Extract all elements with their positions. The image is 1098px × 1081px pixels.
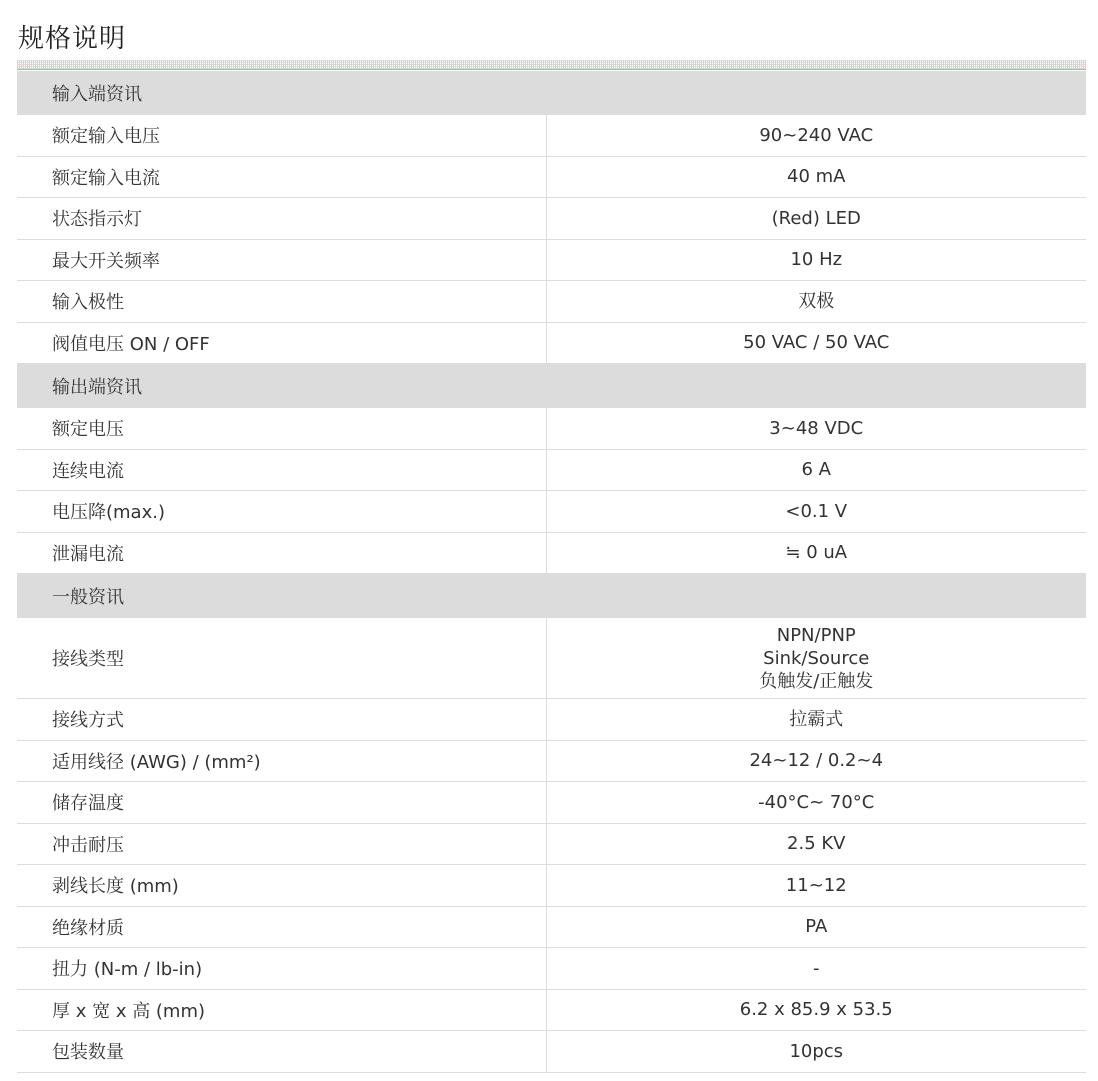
spec-label: 额定输入电压 (17, 115, 546, 156)
table-row (17, 281, 1086, 323)
spec-value (546, 782, 1086, 824)
spec-table-body (17, 71, 1086, 1072)
spec-value-line: 2.5 KV (787, 833, 846, 855)
spec-value (546, 322, 1086, 364)
spec-value-line: - (813, 957, 820, 979)
table-row (17, 156, 1086, 198)
table-row (17, 449, 1086, 491)
spec-label: 连续电流 (17, 449, 546, 491)
page-title: 规格说明 (18, 24, 127, 54)
spec-value (546, 865, 1086, 907)
table-row (17, 823, 1086, 865)
section-header-row (17, 574, 1086, 619)
spec-label: 接线方式 (17, 699, 546, 741)
table-row (17, 989, 1086, 1031)
spec-label: 额定电压 (17, 408, 546, 449)
spec-value (546, 740, 1086, 782)
table-row (17, 948, 1086, 990)
spec-value-line: 24~12 / 0.2~4 (749, 750, 884, 772)
spec-value-line: 90~240 VAC (759, 124, 874, 146)
spec-value-line: 负触发/正触发 (759, 670, 874, 692)
spec-value-line: <0.1 V (785, 500, 848, 522)
spec-label: 扭力 (N-m / lb-in) (17, 948, 546, 990)
spec-label: 储存温度 (17, 782, 546, 824)
spec-value (546, 948, 1086, 990)
table-row (17, 198, 1086, 240)
spec-value (546, 449, 1086, 491)
section-header: 一般资讯 (17, 574, 1086, 619)
spec-value (546, 989, 1086, 1031)
spec-label: 冲击耐压 (17, 823, 546, 865)
spec-label: 状态指示灯 (17, 198, 546, 240)
spec-value-line: 拉霸式 (789, 708, 844, 730)
spec-value-line: Sink/Source (763, 647, 870, 669)
spec-value-line: 10pcs (789, 1040, 844, 1062)
spec-label: 适用线径 (AWG) / (mm²) (17, 740, 546, 782)
spec-table (17, 71, 1086, 1073)
spec-value (546, 491, 1086, 533)
spec-value (546, 115, 1086, 156)
table-row (17, 239, 1086, 281)
spec-label: 输入极性 (17, 281, 546, 323)
section-header-row (17, 364, 1086, 409)
spec-value (546, 1031, 1086, 1073)
table-row (17, 618, 1086, 699)
spec-value (546, 699, 1086, 741)
spec-value (546, 823, 1086, 865)
spec-label: 包装数量 (17, 1031, 546, 1073)
spec-value-line: (Red) LED (771, 207, 861, 229)
spec-label: 绝缘材质 (17, 906, 546, 948)
section-header: 输出端资讯 (17, 364, 1086, 409)
spec-value (546, 281, 1086, 323)
table-row (17, 1031, 1086, 1073)
spec-value (546, 239, 1086, 281)
spec-label: 阀值电压 ON / OFF (17, 322, 546, 364)
spec-value-line: 40 mA (787, 166, 846, 188)
title-divider (17, 60, 1086, 69)
spec-value-line: 11~12 (785, 874, 847, 896)
spec-label: 电压降(max.) (17, 491, 546, 533)
spec-value-line: 6 A (801, 459, 831, 481)
spec-value-line: -40°C~ 70°C (758, 791, 875, 813)
spec-value (546, 408, 1086, 449)
spec-value (546, 198, 1086, 240)
table-row (17, 782, 1086, 824)
spec-label: 接线类型 (17, 618, 546, 699)
table-row (17, 740, 1086, 782)
spec-value-line: PA (805, 916, 828, 938)
spec-value (546, 618, 1086, 699)
section-header-row (17, 71, 1086, 115)
spec-value-line: 3~48 VDC (769, 417, 864, 439)
spec-value (546, 906, 1086, 948)
spec-value-line: 6.2 x 85.9 x 53.5 (739, 999, 893, 1021)
spec-value-line: ≒ 0 uA (785, 542, 848, 564)
spec-label: 剥线长度 (mm) (17, 865, 546, 907)
spec-value-line: 双极 (798, 290, 835, 312)
table-row (17, 906, 1086, 948)
spec-value-line: 50 VAC / 50 VAC (743, 332, 890, 354)
spec-label: 额定输入电流 (17, 156, 546, 198)
table-row (17, 115, 1086, 156)
table-row (17, 532, 1086, 574)
spec-label: 最大开关频率 (17, 239, 546, 281)
table-row (17, 491, 1086, 533)
table-row (17, 865, 1086, 907)
table-row (17, 699, 1086, 741)
spec-label: 厚 x 宽 x 高 (mm) (17, 989, 546, 1031)
spec-label: 泄漏电流 (17, 532, 546, 574)
table-row (17, 408, 1086, 449)
spec-value-line: 10 Hz (790, 249, 843, 271)
section-header: 输入端资讯 (17, 71, 1086, 115)
spec-value-line: NPN/PNP (776, 624, 856, 646)
spec-value (546, 532, 1086, 574)
table-row (17, 322, 1086, 364)
spec-value (546, 156, 1086, 198)
